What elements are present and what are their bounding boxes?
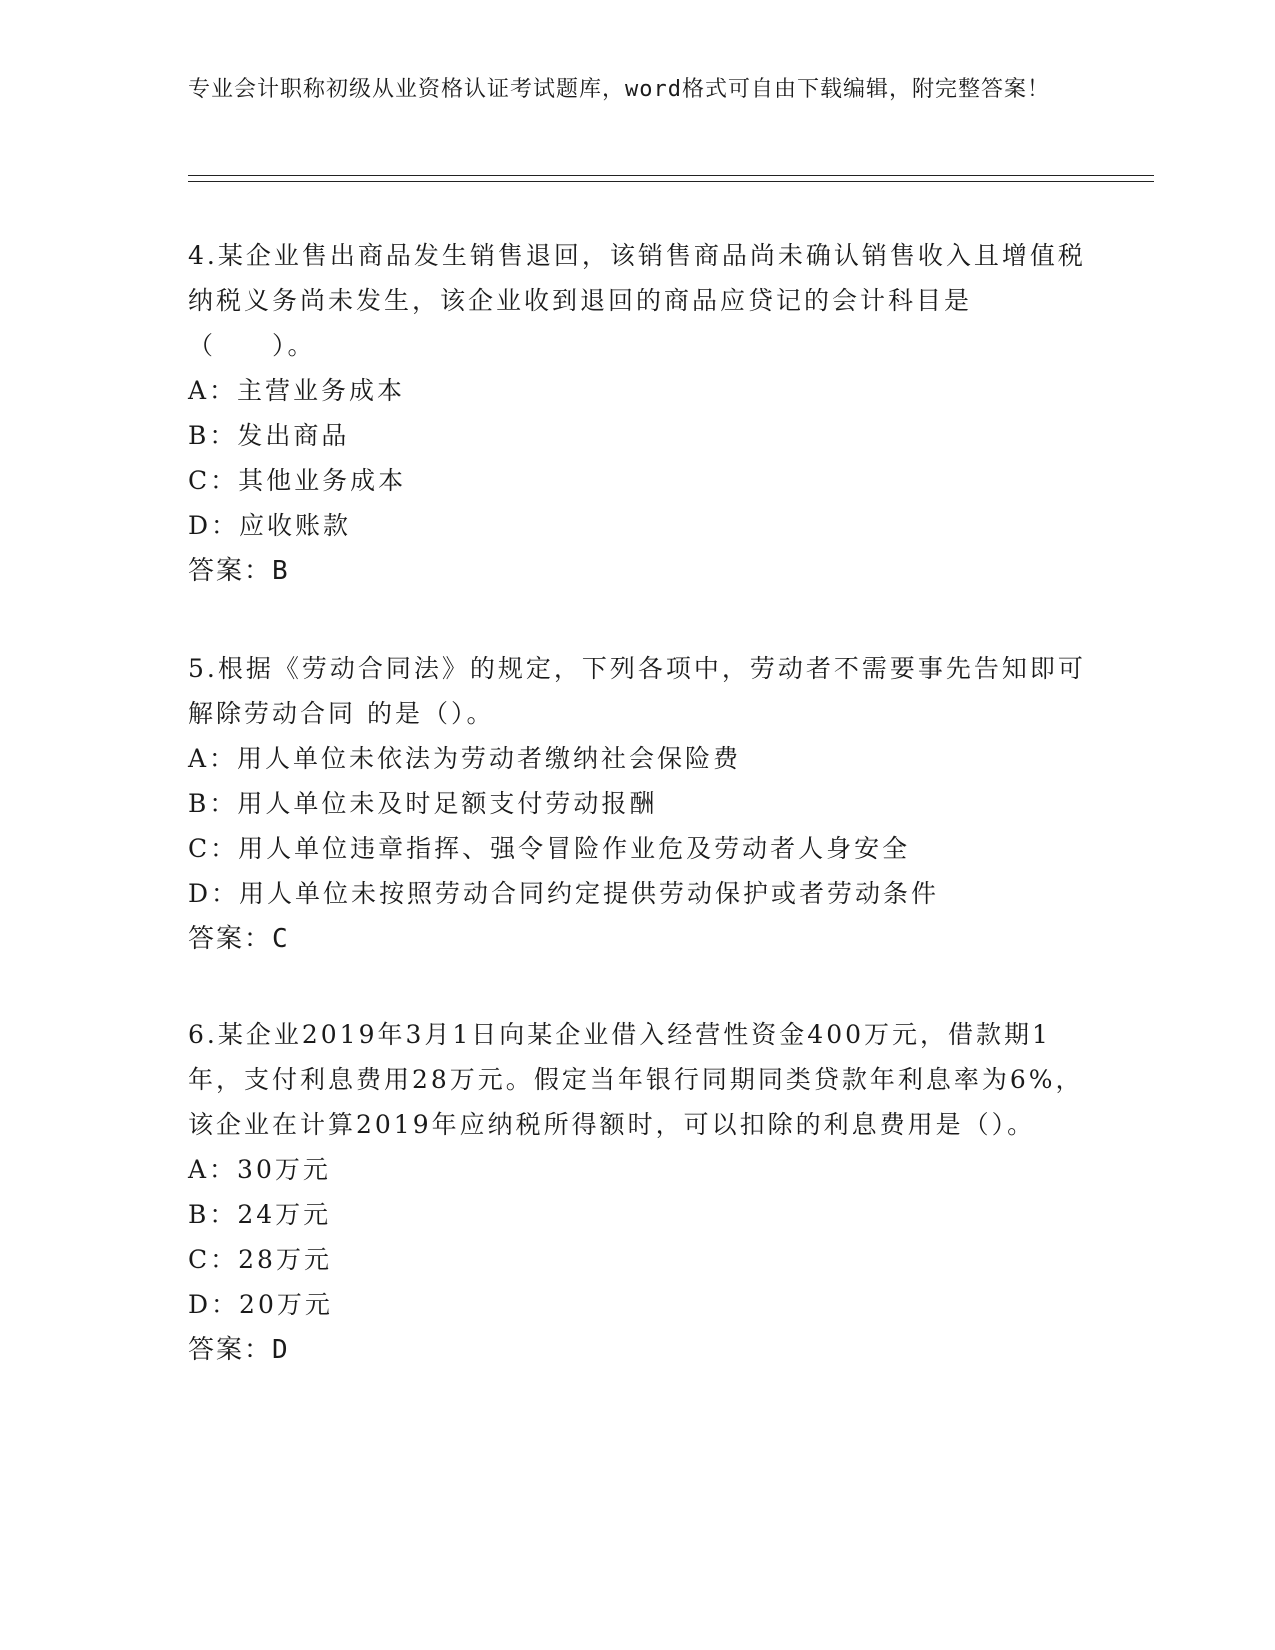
question-4	[188, 233, 1088, 594]
question-stem: 6.某企业2019年3月1日向某企业借入经营性资金400万元，借款期1年，支付利息费用28万元。假定当年银行同期同类贷款年利息率为6%，该企业在计算2019年应纳税所得额时，可以扣除的利息费用是（）。	[188, 1020, 1084, 1139]
option-a: A：主营业务成本	[188, 376, 406, 405]
option-b: B：用人单位未及时足额支付劳动报酬	[188, 789, 658, 818]
option-d: D：20万元	[188, 1290, 333, 1319]
option-d: D：用人单位未按照劳动合同约定提供劳动保护或者劳动条件	[188, 879, 940, 908]
answer-label: 答案：	[188, 1334, 273, 1364]
answer-value: B	[272, 556, 290, 586]
answer-value: C	[272, 924, 290, 954]
question-stem: 4.某企业售出商品发生销售退回，该销售商品尚未确认销售收入且增值税纳税义务尚未发生，该企业收到退回的商品应贷记的会计科目是（ ）。	[188, 241, 1086, 360]
option-c: C：用人单位违章指挥、强令冒险作业危及劳动者人身安全	[188, 834, 911, 863]
document-header: 专业会计职称初级从业资格认证考试题库，word格式可自由下载编辑，附完整答案！	[188, 77, 1050, 102]
option-b: B：发出商品	[188, 421, 350, 450]
option-c: C：其他业务成本	[188, 466, 407, 495]
answer-value: D	[272, 1335, 290, 1365]
option-b: B：24万元	[188, 1200, 332, 1229]
answer-label: 答案：	[188, 923, 273, 953]
question-5	[188, 646, 1088, 962]
question-stem: 5.根据《劳动合同法》的规定，下列各项中，劳动者不需要事先告知即可解除劳动合同 的是（）。	[188, 654, 1086, 728]
answer-line	[188, 1327, 1088, 1373]
option-a: A：用人单位未依法为劳动者缴纳社会保险费	[188, 744, 742, 773]
answer-label: 答案：	[188, 555, 273, 585]
question-6	[188, 1012, 1088, 1373]
answer-line	[188, 916, 1088, 962]
answer-line	[188, 548, 1088, 594]
header-divider-bottom	[188, 181, 1154, 182]
option-a: A：30万元	[188, 1155, 331, 1184]
header-divider-top	[188, 175, 1154, 176]
option-c: C：28万元	[188, 1245, 332, 1274]
option-d: D：应收账款	[188, 511, 352, 540]
